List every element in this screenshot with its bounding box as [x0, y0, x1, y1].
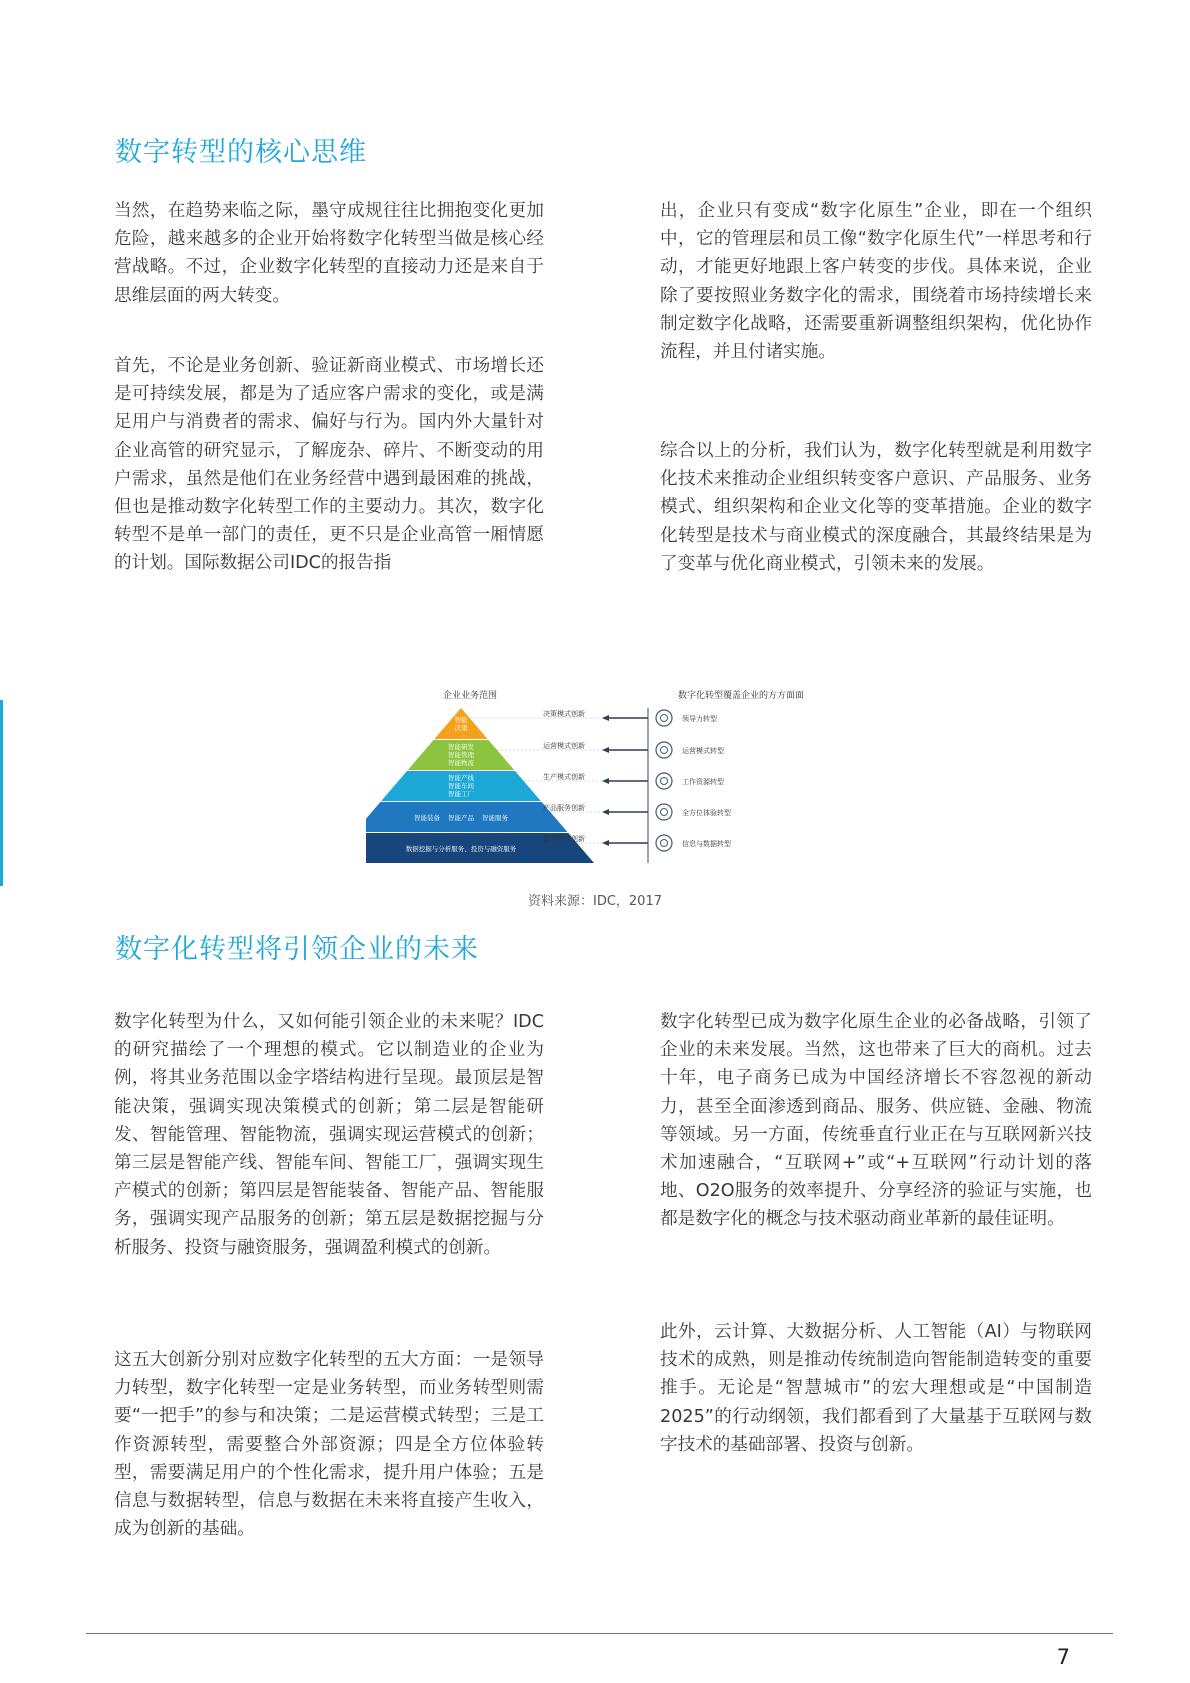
section-title-future: 数字化转型将引领企业的未来	[115, 934, 479, 965]
brain-icon-inner	[661, 715, 668, 722]
network-icon	[656, 742, 672, 758]
tier-label: 智能物流	[448, 759, 474, 767]
tier-label: 智能装备	[414, 814, 440, 822]
aspect-label: 领导力转型	[682, 715, 717, 723]
paragraph: 此外，云计算、大数据分析、人工智能（AI）与物联网技术的成熟，则是推动传统制造向智能制造转变的重要推手。无论是“智慧城市”的宏大理想或是“中国制造2025”的行动纲领，我们都看到了大量基于互联网与数字技术的基础部署、投资与创新。	[660, 1322, 1092, 1455]
tier-label: 智能研发	[448, 743, 474, 751]
globe-icon	[656, 773, 672, 789]
figure-caption: 资料来源：IDC，2017	[527, 894, 662, 909]
brain-icon	[656, 710, 672, 726]
arrow-head	[602, 715, 609, 721]
tier-label: 智能车间	[448, 782, 474, 790]
tier-label: 智能	[454, 716, 468, 724]
arrow-head	[602, 840, 609, 846]
arrow-head	[602, 778, 609, 784]
pyramid-diagram	[366, 688, 826, 870]
arrow-head	[602, 747, 609, 753]
aspect-label: 工作资源转型	[682, 778, 724, 786]
arrow-head	[602, 809, 609, 815]
paragraph: 首先，不论是业务创新、验证新商业模式、市场增长还是可持续发展，都是为了适应客户需求的变化，或是满足用户与消费者的需求、偏好与行为。国内外大量针对企业高管的研究显示，了解庞杂、碎片、不断变动的用户需求，虽然是他们在业务经营中遇到最困难的挑战，但也是推动数字化转型工作的主要动力。其次，数字化转型不是单一部门的责任，更不只是企业高管一厢情愿的计划。国际数据公司IDC的报告指	[114, 356, 544, 574]
network-icon-inner	[661, 747, 668, 754]
device-icon	[656, 804, 672, 820]
innovation-label: 运营模式创新	[543, 742, 585, 750]
innovation-label: 生产模式创新	[543, 773, 585, 781]
footer-rule	[86, 1633, 1113, 1634]
innovation-label: 决策模式创新	[543, 710, 585, 718]
innovation-label: 产品服务创新	[543, 804, 585, 812]
tier-label: 决策	[454, 724, 468, 732]
left-accent-bar	[0, 700, 3, 886]
tier-label: 数据挖掘与分析服务、投资与融资服务	[405, 845, 517, 853]
signal-icon-inner	[661, 840, 668, 847]
paragraph: 综合以上的分析，我们认为，数字化转型就是利用数字化技术来推动企业组织转变客户意识、产品服务、业务模式、组织架构和企业文化等的变革措施。企业的数字化转型是技术与商业模式的深度融合，其最终结果是为了变革与优化商业模式，引领未来的发展。	[660, 441, 1092, 574]
device-icon-inner	[661, 809, 668, 816]
tier-label: 智能产线	[448, 774, 474, 782]
figure-left-title: 企业业务范围	[443, 691, 498, 701]
paragraph: 数字化转型已成为数字化原生企业的必备战略，引领了企业的未来发展。当然，这也带来了巨大的商机。过去十年，电子商务已成为中国经济增长不容忽视的新动力，甚至全面渗透到商品、服务、供应链、金融、物流等领域。另一方面，传统垂直行业正在与互联网新兴技术加速融合，“互联网+”或“+互联网”行动计划的落地、O2O服务的效率提升、分享经济的验证与实施，也都是数字化的概念与技术驱动商业革新的最佳证明。	[660, 1012, 1092, 1230]
section-title-core-thinking: 数字转型的核心思维	[115, 137, 367, 168]
tier-label: 智能服务	[482, 814, 508, 822]
tier-label: 智能产品	[448, 814, 474, 822]
globe-icon-inner	[661, 778, 668, 785]
aspect-label: 运营模式转型	[682, 747, 724, 755]
innovation-label: 盈利模式创新	[543, 835, 585, 843]
figure-right-title: 数字化转型覆盖企业的方方面面	[678, 691, 805, 701]
aspect-label: 全方位体验转型	[682, 809, 731, 817]
paragraph: 这五大创新分别对应数字化转型的五大方面：一是领导力转型，数字化转型一定是业务转型，而业务转型则需要“一把手”的参与和决策；二是运营模式转型；三是工作资源转型，需要整合外部资源；四是全方位体验转型，需要满足用户的个性化需求，提升用户体验；五是信息与数据转型，信息与数据在未来将直接产生收入，成为创新的基础。	[114, 1350, 544, 1540]
tier-label: 智能管理	[448, 751, 474, 759]
pyramid-figure	[366, 688, 826, 870]
page-number: 7	[1056, 1645, 1070, 1669]
paragraph: 数字化转型为什么，又如何能引领企业的未来呢？IDC的研究描绘了一个理想的模式。它以制造业的企业为例，将其业务范围以金字塔结构进行呈现。最顶层是智能决策，强调实现决策模式的创新；第二层是智能研发、智能管理、智能物流，强调实现运营模式的创新；第三层是智能产线、智能车间、智能工厂，强调实现生产模式的创新；第四层是智能装备、智能产品、智能服务，强调实现产品服务的创新；第五层是数据挖掘与分析服务、投资与融资服务，强调盈利模式的创新。	[114, 1012, 544, 1258]
paragraph: 出，企业只有变成“数字化原生”企业，即在一个组织中，它的管理层和员工像“数字化原生代”一样思考和行动，才能更好地跟上客户转变的步伐。具体来说，企业除了要按照业务数字化的需求，围绕着市场持续增长来制定数字化战略，还需要重新调整组织架构，优化协作流程，并且付诸实施。	[660, 201, 1092, 363]
signal-icon	[656, 835, 672, 851]
paragraph: 当然，在趋势来临之际，墨守成规往往比拥抱变化更加危险，越来越多的企业开始将数字化转型当做是核心经营战略。不过，企业数字化转型的直接动力还是来自于思维层面的两大转变。	[114, 201, 544, 306]
aspect-label: 信息与数据转型	[682, 840, 731, 848]
tier-label: 智能工厂	[448, 790, 474, 798]
